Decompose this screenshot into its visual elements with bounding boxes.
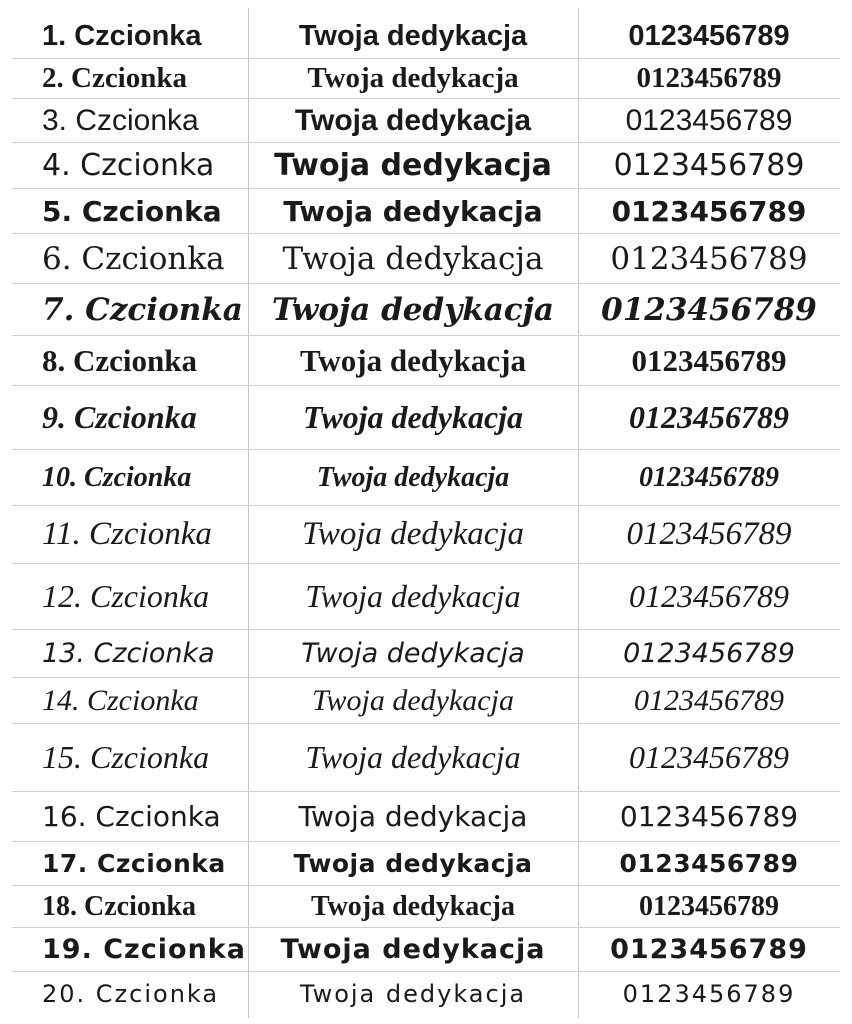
font-name-cell: 5. Czcionka bbox=[42, 194, 222, 228]
digits-sample-cell: 0123456789 bbox=[625, 103, 793, 137]
dedication-sample-cell: Twoja dedykacja bbox=[300, 342, 526, 378]
table-row bbox=[12, 59, 840, 99]
digits-sample-cell: 0123456789 bbox=[628, 19, 790, 52]
table-row bbox=[12, 284, 840, 336]
digits-sample-cell: 0123456789 bbox=[611, 194, 807, 228]
digits-sample-cell: 0123456789 bbox=[636, 62, 782, 94]
digits-sample-cell: 0123456789 bbox=[601, 291, 817, 328]
dedication-sample-cell: Twoja dedykacja bbox=[280, 934, 546, 965]
digits-sample-cell: 0123456789 bbox=[610, 934, 808, 965]
dedication-sample-cell: Twoja dedykacja bbox=[298, 800, 528, 833]
digits-sample-cell: 0123456789 bbox=[619, 849, 799, 878]
digits-sample-cell: 0123456789 bbox=[639, 890, 779, 922]
dedication-sample-cell: Twoja dedykacja bbox=[274, 148, 552, 183]
font-name-cell: 12. Czcionka bbox=[42, 578, 210, 614]
table-row bbox=[12, 450, 840, 506]
font-name-cell: 8. Czcionka bbox=[42, 342, 197, 378]
table-row bbox=[12, 972, 840, 1016]
font-name-cell: 19. Czcionka bbox=[42, 934, 246, 965]
table-row bbox=[12, 506, 840, 564]
digits-sample-cell: 0123456789 bbox=[619, 800, 799, 833]
font-name-cell: 17. Czcionka bbox=[42, 849, 226, 878]
font-name-cell: 20. Czcionka bbox=[42, 980, 220, 1008]
font-name-cell: 2. Czcionka bbox=[42, 62, 187, 94]
font-name-cell: 4. Czcionka bbox=[42, 148, 215, 183]
dedication-sample-cell: Twoja dedykacja bbox=[307, 62, 519, 94]
table-row bbox=[12, 724, 840, 792]
table-row bbox=[12, 234, 840, 284]
table-row bbox=[12, 678, 840, 724]
table-row bbox=[12, 630, 840, 678]
table-row bbox=[12, 886, 840, 928]
table-row bbox=[12, 336, 840, 386]
dedication-sample-cell: Twoja dedykacja bbox=[316, 461, 510, 493]
table-row bbox=[12, 928, 840, 972]
table-row bbox=[12, 792, 840, 842]
dedication-sample-cell: Twoja dedykacja bbox=[301, 638, 525, 669]
dedication-sample-cell: Twoja dedykacja bbox=[283, 194, 543, 228]
dedication-sample-cell: Twoja dedykacja bbox=[294, 103, 532, 137]
dedication-sample-cell: Twoja dedykacja bbox=[293, 849, 533, 878]
font-name-cell: 13. Czcionka bbox=[42, 638, 215, 669]
digits-sample-cell: 0123456789 bbox=[623, 638, 795, 669]
table-row bbox=[12, 386, 840, 450]
dedication-sample-cell: Twoja dedykacja bbox=[299, 980, 527, 1008]
font-name-cell: 14. Czcionka bbox=[42, 683, 199, 717]
table-row bbox=[12, 189, 840, 234]
dedication-sample-cell: Twoja dedykacja bbox=[282, 240, 544, 277]
font-name-cell: 9. Czcionka bbox=[42, 399, 197, 435]
dedication-sample-cell: Twoja dedykacja bbox=[301, 516, 525, 552]
table-row bbox=[12, 842, 840, 886]
dedication-sample-cell: Twoja dedykacja bbox=[305, 578, 521, 614]
digits-sample-cell: 0123456789 bbox=[631, 342, 787, 378]
font-name-cell: 3. Czcionka bbox=[42, 103, 199, 137]
font-name-cell: 1. Czcionka bbox=[42, 19, 202, 52]
table-row bbox=[12, 143, 840, 189]
font-name-cell: 6. Czcionka bbox=[42, 240, 225, 277]
dedication-sample-cell: Twoja dedykacja bbox=[310, 890, 516, 922]
digits-sample-cell: 0123456789 bbox=[634, 683, 784, 717]
font-name-cell: 15. Czcionka bbox=[42, 739, 210, 775]
dedication-sample-cell: Twoja dedykacja bbox=[272, 291, 554, 328]
digits-sample-cell: 0123456789 bbox=[610, 240, 808, 277]
dedication-sample-cell: Twoja dedykacja bbox=[298, 19, 528, 52]
font-name-cell: 7. Czcionka bbox=[42, 291, 243, 328]
font-name-cell: 18. Czcionka bbox=[42, 890, 196, 922]
font-name-cell: 16. Czcionka bbox=[42, 800, 221, 833]
table-row bbox=[12, 564, 840, 630]
digits-sample-cell: 0123456789 bbox=[613, 148, 805, 183]
table-row bbox=[12, 14, 840, 59]
digits-sample-cell: 0123456789 bbox=[622, 980, 796, 1008]
digits-sample-cell: 0123456789 bbox=[626, 516, 792, 552]
dedication-sample-cell: Twoja dedykacja bbox=[305, 739, 521, 775]
dedication-sample-cell: Twoja dedykacja bbox=[312, 683, 514, 717]
font-name-cell: 11. Czcionka bbox=[42, 516, 212, 552]
digits-sample-cell: 0123456789 bbox=[629, 578, 789, 614]
table-row bbox=[12, 99, 840, 143]
font-name-cell: 10. Czcionka bbox=[42, 461, 192, 493]
digits-sample-cell: 0123456789 bbox=[629, 399, 789, 435]
digits-sample-cell: 0123456789 bbox=[629, 739, 789, 775]
digits-sample-cell: 0123456789 bbox=[639, 461, 779, 493]
dedication-sample-cell: Twoja dedykacja bbox=[302, 399, 524, 435]
